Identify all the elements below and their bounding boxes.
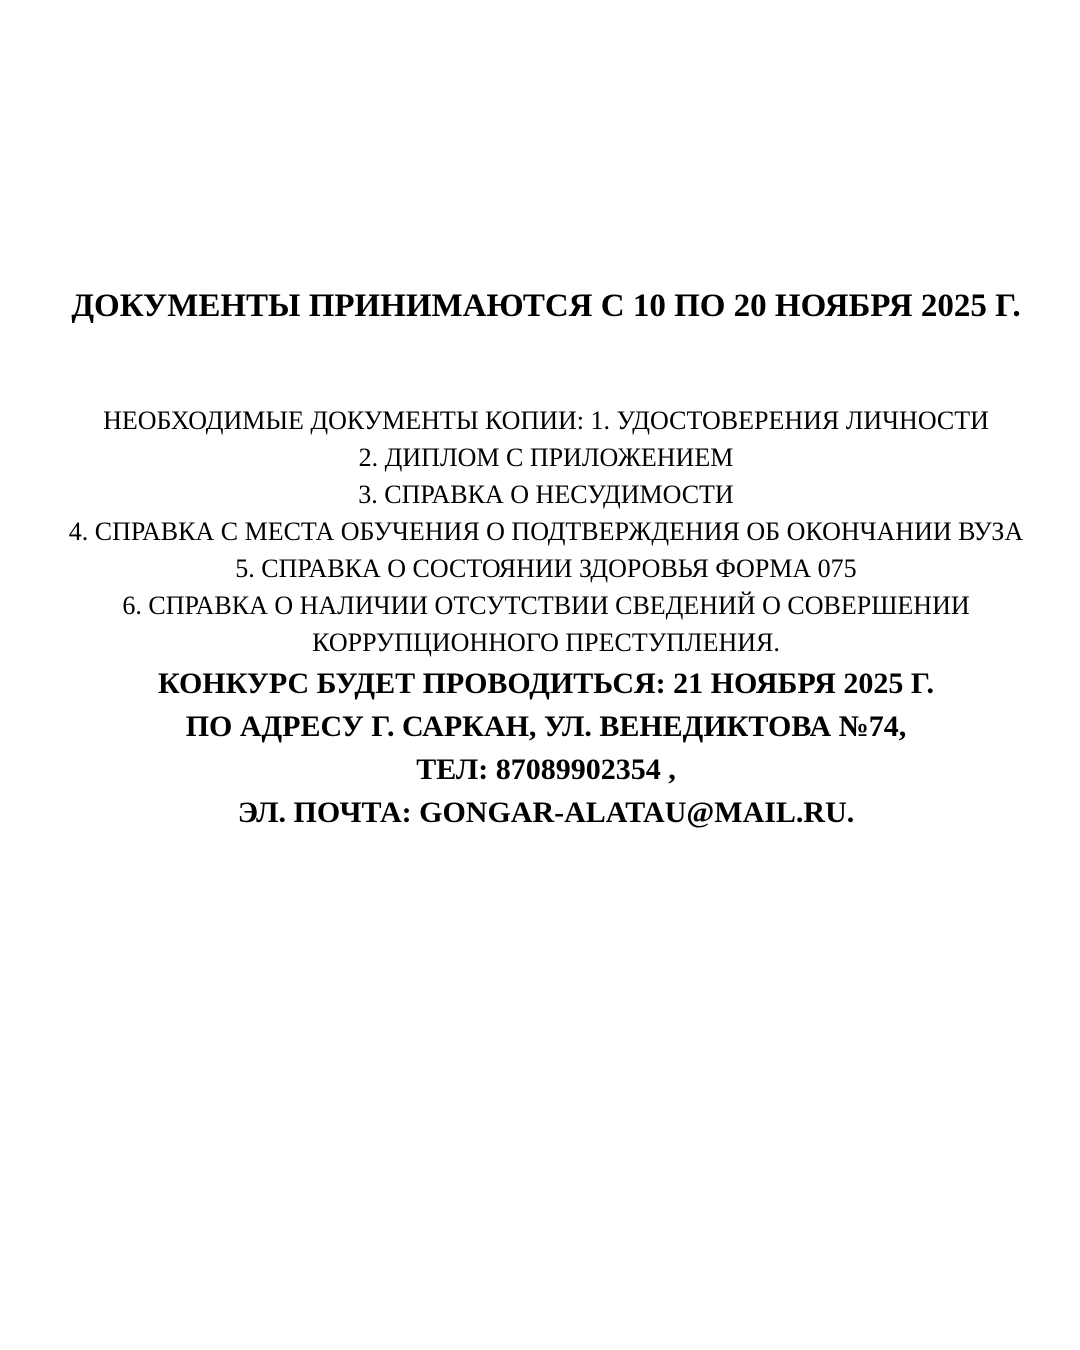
- required-document-item: 4. СПРАВКА С МЕСТА ОБУЧЕНИЯ О ПОДТВЕРЖДЕНИЯ ОБ ОКОНЧАНИИ ВУЗА: [68, 517, 1024, 546]
- contact-phone: ТЕЛ: 87089902354 ,: [416, 753, 676, 786]
- required-document-item: 2. ДИПЛОМ С ПРИЛОЖЕНИЕМ: [358, 443, 734, 472]
- required-document-item: 3. СПРАВКА О НЕСУДИМОСТИ: [358, 480, 734, 509]
- contact-email: ЭЛ. ПОЧТА: GONGAR-ALATAU@MAIL.RU.: [237, 796, 855, 829]
- required-document-item: 5. СПРАВКА О СОСТОЯНИИ ЗДОРОВЬЯ ФОРМА 075: [235, 554, 857, 583]
- required-documents-intro: НЕОБХОДИМЫЕ ДОКУМЕНТЫ КОПИИ: 1. УДОСТОВЕРЕНИЯ ЛИЧНОСТИ: [103, 406, 989, 435]
- required-document-item-continuation: КОРРУПЦИОННОГО ПРЕСТУПЛЕНИЯ.: [312, 628, 780, 657]
- contest-address: ПО АДРЕСУ Г. САРКАН, УЛ. ВЕНЕДИКТОВА №74,: [185, 710, 907, 743]
- page-title: ДОКУМЕНТЫ ПРИНИМАЮТСЯ С 10 ПО 20 НОЯБРЯ 2025 Г.: [71, 288, 1021, 324]
- required-documents-list: [0, 402, 1080, 661]
- contest-details: [0, 662, 1080, 834]
- contest-date: КОНКУРС БУДЕТ ПРОВОДИТЬСЯ: 21 НОЯБРЯ 2025 Г.: [157, 667, 935, 700]
- required-document-item: 6. СПРАВКА О НАЛИЧИИ ОТСУТСТВИИ СВЕДЕНИЙ О СОВЕРШЕНИИ: [122, 591, 970, 620]
